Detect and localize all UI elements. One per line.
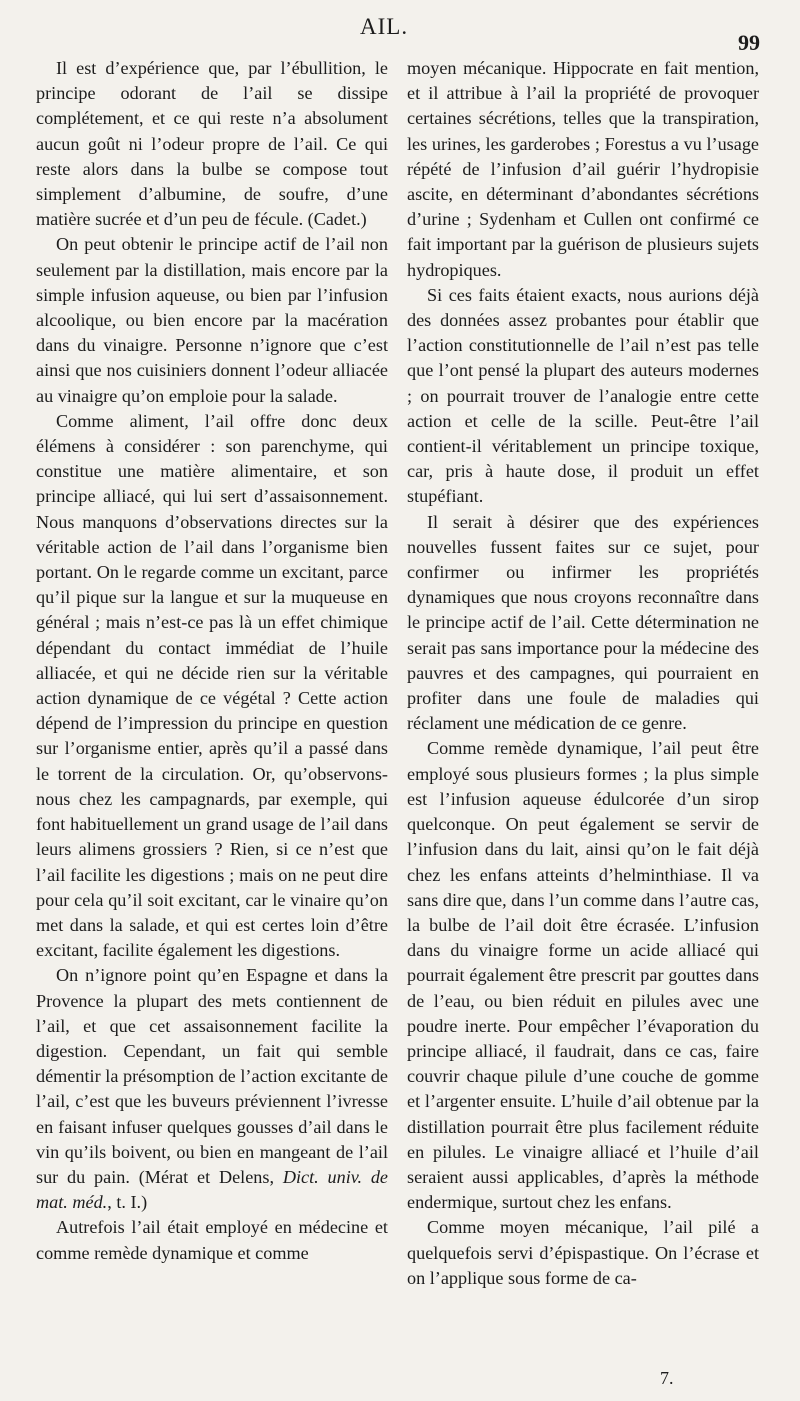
paragraph <box>36 963 388 1215</box>
page-number: 99 <box>738 30 760 55</box>
paragraph: Comme moyen mécanique, l’ail pilé a quelquefois servi d’épispastique. On l’écrase et on l’applique sous forme de ca- <box>407 1217 759 1288</box>
paragraph: Comme aliment, l’ail offre donc deux élémens à considérer : son parenchyme, qui constitue une matière alimentaire, et son principe alliacé, qui lui sert d’assaisonnement. Nous manquons d’observations directes sur la véritable action de l’ail dans l’organisme bien portant. On le regarde comme un excitant, parce qu’il pique sur la langue et sur la muqueuse en général ; mais n’est-ce pas là un effet chimique dépendant du contact immédiat de l’huile alliacée, et qui ne décide rien sur la véritable action dynamique de ce végétal ? Cette action dépend de l’impression du principe en question sur l’organisme entier, après qu’il a passé dans le torrent de la circulation. Or, qu’observons-nous chez les campagnards, par exemple, qui font habituellement un grand usage de l’ail dans leurs alimens grossiers ? Rien, si ce n’est que l’ail facilite les digestions ; mais on ne peut dire pour cela qu’il soit excitant, car le vinaire qu’on met dans la salade, et qui est certes loin d’être excitant, facilite également les digestions. <box>36 410 388 961</box>
citation-volume: , t. I.) <box>107 1192 148 1213</box>
paragraph: Comme remède dynamique, l’ail peut être employé sous plusieurs formes ; la plus simple est l’infusion aqueuse édulcorée d’un sirop quelconque. On peut également se servir de l’infusion dans du lait, ainsi qu’on le fait déjà chez les enfans atteints d’helminthiase. Il va sans dire que, dans l’un comme dans l’autre cas, la bulbe de l’ail doit être écrasée. L’infusion dans du vinaigre forme un acide alliacé qui pourrait également être prescrit par gouttes dans de l’eau, ou bien réduit en pilules avec une poudre inerte. Pour empêcher l’évaporation du principe alliacé, il faudrait, dans ce cas, faire couvrir chaque pilule d’une couche de gomme et l’argenter ensuite. L’huile d’ail obtenue par la distillation pourrait être plus facilement réduite en pilules. Le vinaigre alliacé et l’huile d’ail seraient aussi applicables, d’après la méthode endermique, surtout chez les enfans. <box>407 738 759 1213</box>
paragraph: Il est d’expérience que, par l’ébullition, le principe odorant de l’ail se dissipe complétement, et ce qui reste n’a absolument aucun goût ni l’odeur propre de l’ail. Ce qui reste alors dans la bulbe se compose tout simplement d’albumine, de soufre, d’une matière sucrée et d’un peu de fécule. (Cadet.) <box>36 58 388 230</box>
citation-title: Dict. univ. de mat. méd. <box>36 1166 389 1213</box>
paragraph: moyen mécanique. Hippocrate en fait mention, et il attribue à l’ail la propriété de provoquer certaines sécrétions, telles que la transpiration, les urines, les garderobes ; Forestus a vu l’usage répété de l’infusion d’ail guérir l’hydropisie ascite, en déterminant d’abondantes sécrétions d’urine ; Sydenham et Cullen ont confirmé ce fait important par la guérison de plusieurs sujets hydropiques. <box>407 58 759 280</box>
paragraph: On peut obtenir le principe actif de l’ail non seulement par la distillation, mais encore par la simple infusion aqueuse, ou bien par l’infusion alcoolique, ou bien encore par la macération dans du vinaigre. Personne n’ignore que c’est ainsi que nos cuisiniers donnent l’odeur alliacée au vinaigre qu’on emploie pour la salade. <box>36 234 388 406</box>
running-head <box>0 6 800 55</box>
paragraph: Autrefois l’ail était employé en médecine et comme remède dynamique et comme <box>36 1217 388 1263</box>
signature-mark: 7. <box>660 1368 674 1388</box>
running-title: AIL. <box>360 14 409 39</box>
right-column <box>407 56 759 1291</box>
left-column <box>36 56 388 1266</box>
paragraph: Il serait à désirer que des expériences nouvelles fussent faites sur ce sujet, pour confirmer ou infirmer les propriétés dynamiques que nous croyons reconnaître dans le principe actif de l’ail. Cette détermination ne serait pas sans importance pour la médecine des pauvres et des campagnes, qui pourraient en profiter dans une foule de maladies qui réclament une médication de ce genre. <box>407 511 759 734</box>
paragraph-text: On n’ignore point qu’en Espagne et dans la Provence la plupart des mets contiennent de l’ail, et que cet assaisonnement facilite la digestion. Cependant, un fait qui semble démentir la présomption de l’action excitante de l’ail, c’est que les buveurs préviennent l’ivresse en faisant infuser quelques gousses d’ail dans le vin qu’ils boivent, ou bien en mangeant de l’ail sur du pain. (Mérat et Delens, <box>36 965 388 1187</box>
paragraph: Si ces faits étaient exacts, nous aurions déjà des données assez probantes pour établir que l’action constitutionnelle de l’ail n’est pas telle que l’ont pensé la plupart des auteurs modernes ; on pourrait trouver de l’analogie entre cette action et celle de la scille. Peut-être l’ail contient-il véritablement un principe toxique, car, pris à haute dose, il produit un effet stupéfiant. <box>407 284 759 507</box>
